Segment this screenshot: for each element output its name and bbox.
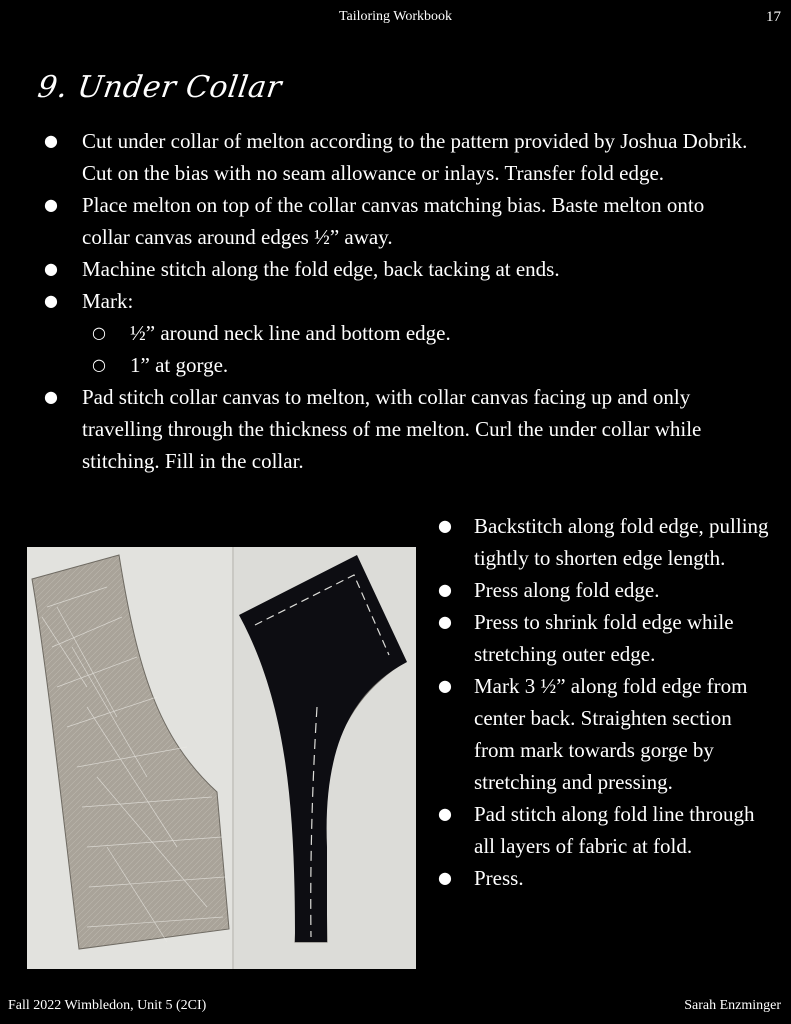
right-step-text: Pad stitch along fold line through all layers of fabric at fold.: [474, 802, 755, 858]
bullet-icon: ●: [438, 868, 452, 887]
circle-bullet-icon: ○: [92, 323, 106, 342]
step-text: Place melton on top of the collar canvas matching bias. Baste melton onto collar canvas around edges ½” away.: [82, 193, 705, 249]
bullet-icon: ●: [438, 676, 452, 695]
right-steps-list: [432, 510, 772, 894]
header-title: Tailoring Workbook: [338, 9, 453, 24]
footer-course: Fall 2022 Wimbledon, Unit 5 (2CI): [8, 998, 207, 1013]
step-item: [0, 285, 791, 381]
mark-sublist: [82, 317, 755, 381]
page-number: 17: [766, 9, 781, 25]
right-step-item: [432, 606, 772, 670]
sub-text: ½” around neck line and bottom edge.: [130, 321, 451, 345]
step-text: Machine stitch along the fold edge, back tacking at ends.: [82, 257, 560, 281]
bullet-icon: ●: [44, 131, 58, 150]
sub-item: [0, 349, 755, 381]
bullet-icon: ●: [44, 195, 58, 214]
right-step-text: Press to shrink fold edge while stretching outer edge.: [474, 610, 734, 666]
step-text: Cut under collar of melton according to the pattern provided by Joshua Dobrik. Cut on the bias with no seam allowance or inlays. Transfer fold edge.: [82, 129, 748, 185]
right-step-text: Press.: [474, 866, 524, 890]
bullet-icon: ●: [438, 804, 452, 823]
step-text: Pad stitch collar canvas to melton, with collar canvas facing up and only travelling through the thickness of me melton. Curl the under collar while stitching. Fill in the collar.: [82, 385, 702, 473]
bullet-icon: ●: [438, 612, 452, 631]
section-title: 9. Under Collar: [35, 70, 284, 105]
right-step-text: Mark 3 ½” along fold edge from center back. Straighten section from mark towards gorge by stretching and pressing.: [474, 674, 748, 794]
right-step-text: Backstitch along fold edge, pulling tightly to shorten edge length.: [474, 514, 769, 570]
bullet-icon: ●: [44, 387, 58, 406]
bullet-icon: ●: [44, 259, 58, 278]
under-collar-illustration: [27, 547, 416, 969]
step-item: [0, 253, 791, 285]
step-item: [0, 189, 791, 253]
right-step-item: [432, 670, 772, 798]
sub-item: [0, 317, 755, 349]
step-item: [0, 381, 791, 477]
bullet-icon: ●: [44, 291, 58, 310]
bullet-icon: ●: [438, 516, 452, 535]
under-collar-photo: [27, 547, 416, 969]
steps-list: [0, 125, 791, 477]
right-step-item: [432, 798, 772, 862]
right-step-item: [432, 862, 772, 894]
step-text: Mark:: [82, 289, 134, 313]
bullet-icon: ●: [438, 580, 452, 599]
footer-author: Sarah Enzminger: [684, 998, 781, 1013]
step-item: [0, 125, 791, 189]
circle-bullet-icon: ○: [92, 355, 106, 374]
right-step-item: [432, 574, 772, 606]
sub-text: 1” at gorge.: [130, 353, 229, 377]
right-step-text: Press along fold edge.: [474, 578, 660, 602]
right-step-item: [432, 510, 772, 574]
